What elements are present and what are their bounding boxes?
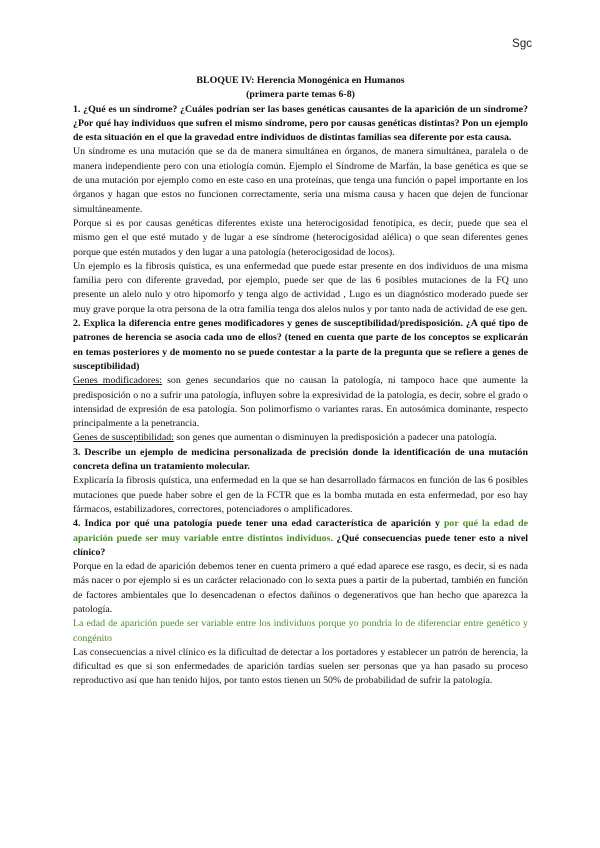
document-title: BLOQUE IV: Herencia Monogénica en Humanos — [196, 75, 405, 86]
document-body — [73, 74, 528, 689]
answer-3: Explicaría la fibrosis quística, una enfermedad en la que se han desarrollado fármacos en función de las 6 posibles mutaciones que puede haber sobre el gen de la FCTR que es la bomba mutada en esta enfermedad, por eso hay fármacos, estabilizadores, correctores, potenciadores o amplificadores. — [73, 475, 528, 515]
question-4-highlight: por qué la edad de aparición puede ser muy variable entre distintos individuos. — [73, 518, 528, 544]
question-4-part-a: 4. Indica por qué una patología puede tener una edad característica de aparición y — [73, 518, 444, 530]
answer-1-paragraph-2: Porque si es por causas genéticas diferentes existe una heterocigosidad fenotípica, es decir, puede que sea el mismo gen el que esté mutado y de lugar a ese síndrome (heterocigosidad alélica) o que sean diferentes genes porque que estén mutados y den lugar a una patología (heterocigosidad de locos). — [73, 217, 528, 258]
question-2: 2. Explica la diferencia entre genes modificadores y genes de susceptibilidad/predisposición. ¿A qué tipo de patrones de herencia se asocia cada uno de ellos? (tened en cuenta que parte de los conceptos se explicarán en temas posteriores y de momento no se puede contestar a la parte de la pregunta que se refiere a genes de susceptibilidad) — [73, 318, 528, 372]
answer-1-paragraph-1: Un síndrome es una mutación que se da de manera simultánea en órganos, de manera simultánea, paralela o de manera independiente pero con una etiología común. Ejemplo el Síndrome de Marfán, la base genética es que se de una mutación por ejemplo como en este caso en una proteínas, que tenga una función o papel importante en los órganos y hagan que estos no funcionen correctamente, sería una misma causa y hacen que dejen de funcionar simultáneamente. — [73, 146, 528, 215]
question-1: 1. ¿Qué es un síndrome? ¿Cuáles podrían ser las bases genéticas causantes de la aparición de un síndrome? ¿Por qué hay individuos que sufren el mismo síndrome, pero por causas genéticas distintas? Pon un ejemplo de esta situación en el que la gravedad entre individuos de distintas familias sea diferente por esta causa. — [73, 103, 528, 144]
answer-4-paragraph-2: Las consecuencias a nivel clínico es la dificultad de detectar a los portadores y establecer un patrón de herencia, la dificultad es que si son enfermedades de aparición tardías suelen ser personas que ya han pasado su proceso reproductivo así que han tenido hijos, por tanto estos tienen un 50% de probabilidad de sufrir la patología. — [73, 646, 528, 687]
answer-1-paragraph-3: Un ejemplo es la fibrosis quística, es una enfermedad que puede estar presente en dos individuos de una misma familia pero con diferente gravedad, por ejemplo, puede ser que de las 6 posibles mutaciones de la FQ uno presente un alelo nulo y otro hipomorfo y tenga algo de actividad , Lugo es un diagnóstico moderado puede ser muy grave porque la otra persona de la otra familia tenga dos alelos nulos y por tanto nada de actividad de ese gen. — [73, 260, 528, 315]
answer-2-modifier-genes — [73, 374, 528, 431]
question-4 — [73, 517, 528, 560]
answer-4-highlight-note: La edad de aparición puede ser variable entre los individuos porque yo pondría lo de diferenciar entre genético y congénito — [73, 618, 528, 644]
term-modifier-genes: Genes modificadores: — [73, 375, 162, 387]
term-susceptibility-genes: Genes de susceptibilidad: — [73, 432, 174, 444]
question-4-part-b: ¿Qué consecuencias puede tener esto a nivel clínico? — [73, 532, 528, 558]
author-mark: Sgc — [512, 38, 532, 50]
definition-modifier-genes: son genes secundarios que no causan la patología, ni tampoco hace que aumente la predisposición o no a sufrir una patología, influyen sobre la expresividad de la patología, es decir, sobre el grado o intensidad de expresión de esa patología. Son polimorfismo o variantes raras. En autosómica dominante, respecto principalmente a la penetrancia. — [73, 375, 528, 430]
question-3: 3. Describe un ejemplo de medicina personalizada de precisión donde la identificación de una mutación concreta defina un tratamiento molecular. — [73, 446, 528, 473]
document-subtitle: (primera parte temas 6-8) — [246, 89, 355, 101]
answer-4-paragraph-1: Porque en la edad de aparición debemos tener en cuenta primero a qué edad aparece ese rasgo, es decir, si es nada más nacer o por ejemplo si es un carácter relacionado con lo sexta pues a partir de la pubertad, también en función de factores ambientales que lo desencadenan o efectos dañinos o degenerativos que han hecho que aparezca la patología. — [73, 561, 528, 615]
answer-2-susceptibility-genes — [73, 431, 528, 445]
definition-susceptibility-genes: son genes que aumentan o disminuyen la predisposición a padecer una patología. — [173, 432, 497, 444]
